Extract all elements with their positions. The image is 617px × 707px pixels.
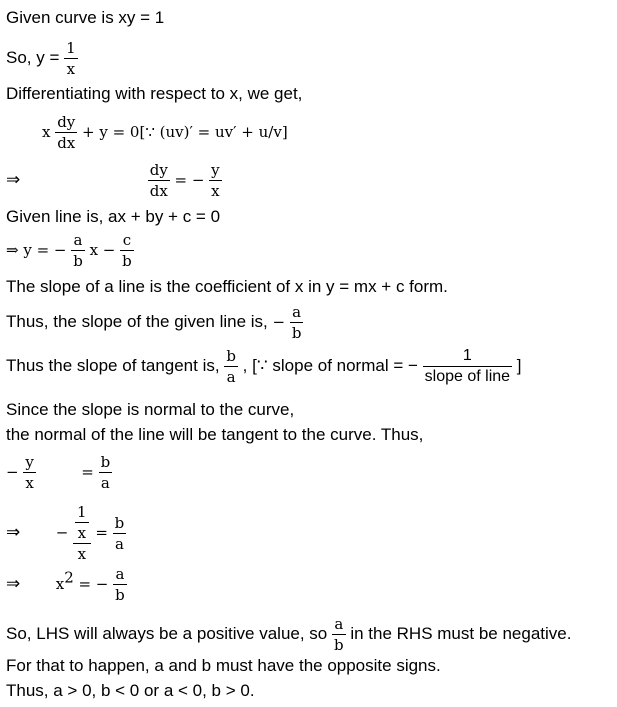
numerator: dy — [57, 113, 76, 131]
line-lhs-positive — [6, 614, 571, 655]
numerator: y — [25, 453, 34, 471]
numerator: b — [114, 513, 125, 532]
fraction-1-over-x — [75, 502, 89, 543]
fraction-a-over-b — [290, 302, 304, 343]
closing-bracket: ] — [516, 355, 522, 375]
fraction-a-over-b — [113, 564, 127, 605]
equals-sign: = — [81, 462, 94, 481]
denominator: b — [291, 324, 302, 342]
fraction-a-over-b — [71, 230, 85, 271]
line-conclusion: Thus, a > 0, b < 0 or a < 0, b > 0. — [6, 681, 255, 700]
line-opposite-signs: For that to happen, a and b must have the opposite signs. — [6, 656, 441, 675]
numerator: 1 — [77, 503, 87, 521]
numerator: 1 — [423, 346, 512, 367]
numerator: a — [113, 564, 127, 585]
fraction-c-over-b — [120, 230, 134, 271]
numerator: a — [71, 230, 85, 251]
slope-normal-text: , [∵ slope of normal = − — [242, 355, 418, 375]
numerator-fraction — [73, 502, 91, 544]
exponent: 2 — [64, 568, 74, 587]
minus-sign: − — [55, 523, 69, 542]
fraction-1-over-slope-of-line — [423, 346, 512, 387]
so-y-text: So, y = — [6, 47, 60, 67]
fraction-b-over-a — [99, 452, 113, 493]
minus-sign: − — [272, 312, 286, 331]
equals-sign: = — [95, 523, 108, 542]
denominator: x — [25, 474, 34, 492]
fraction-1-over-x — [64, 38, 78, 79]
numerator: y — [211, 161, 220, 179]
denominator: x — [66, 60, 76, 78]
fraction-y-over-x — [23, 452, 35, 493]
fraction-dy-dx — [55, 112, 77, 153]
line-equation-2 — [6, 502, 126, 564]
line-given-curve: Given curve is xy = 1 — [6, 8, 165, 27]
fraction-y-over-x — [209, 160, 221, 201]
line-dy-dx-result — [6, 160, 222, 201]
denominator: x — [211, 182, 220, 200]
slope-tangent-text: Thus the slope of tangent is, — [6, 355, 220, 375]
line-given-line: Given line is, ax + by + c = 0 — [6, 207, 221, 226]
slope-given-text: Thus, the slope of the given line is, — [6, 311, 268, 331]
line-equation-3 — [6, 564, 127, 605]
line-slope-tangent — [6, 346, 522, 387]
line-y-equals — [6, 230, 134, 271]
denominator: x — [77, 545, 87, 563]
product-rule-text: + y = 0[∵ (uv)′ = uv′ + u/v] — [82, 122, 288, 141]
numerator: 1 — [66, 39, 76, 57]
compound-fraction — [73, 502, 91, 564]
x-term: x — [42, 122, 51, 141]
line-slope-given — [6, 302, 303, 343]
line-since-normal: Since the slope is normal to the curve, — [6, 400, 295, 419]
line-slope-definition: The slope of a line is the coefficient of x in y = mx + c form. — [6, 277, 448, 296]
numerator: b — [226, 347, 236, 365]
denominator: b — [73, 252, 83, 270]
implies-arrow: ⇒ — [6, 522, 21, 542]
line-so-y — [6, 38, 78, 79]
implies-arrow: ⇒ — [6, 169, 21, 189]
denominator: x — [77, 524, 87, 542]
fraction-b-over-a — [113, 513, 127, 554]
numerator: dy — [149, 161, 168, 179]
lhs-text: So, LHS will always be a positive value, so — [6, 623, 328, 643]
equals-minus: = − — [174, 170, 205, 189]
line-derivative-product — [42, 112, 288, 153]
fraction-b-over-a — [224, 346, 238, 387]
numerator: a — [332, 614, 346, 635]
implies-arrow: ⇒ — [6, 573, 21, 593]
denominator: b — [334, 636, 344, 654]
denominator: dx — [57, 134, 76, 152]
denominator: b — [122, 252, 132, 270]
fraction-dy-dx — [148, 160, 170, 201]
fraction-a-over-b — [332, 614, 346, 655]
numerator: a — [290, 302, 304, 323]
rhs-text: in the RHS must be negative. — [350, 623, 572, 643]
denominator: a — [100, 474, 110, 492]
denominator: a — [226, 368, 236, 386]
y-equals-minus: ⇒ y = − — [6, 240, 67, 259]
minus-sign: − — [6, 462, 19, 481]
line-equation-1 — [6, 452, 112, 493]
denominator: dx — [149, 182, 168, 200]
equals-minus: = − — [78, 574, 109, 593]
line-normal-tangent: the normal of the line will be tangent to the curve. Thus, — [6, 425, 424, 444]
denominator: slope of line — [424, 368, 511, 385]
denominator: a — [114, 534, 124, 553]
numerator: c — [120, 230, 134, 251]
x-variable: x — [55, 574, 65, 593]
numerator: b — [100, 453, 111, 471]
denominator: b — [115, 586, 125, 604]
x-minus: x − — [89, 240, 116, 259]
line-differentiating: Differentiating with respect to x, we get, — [6, 84, 303, 103]
